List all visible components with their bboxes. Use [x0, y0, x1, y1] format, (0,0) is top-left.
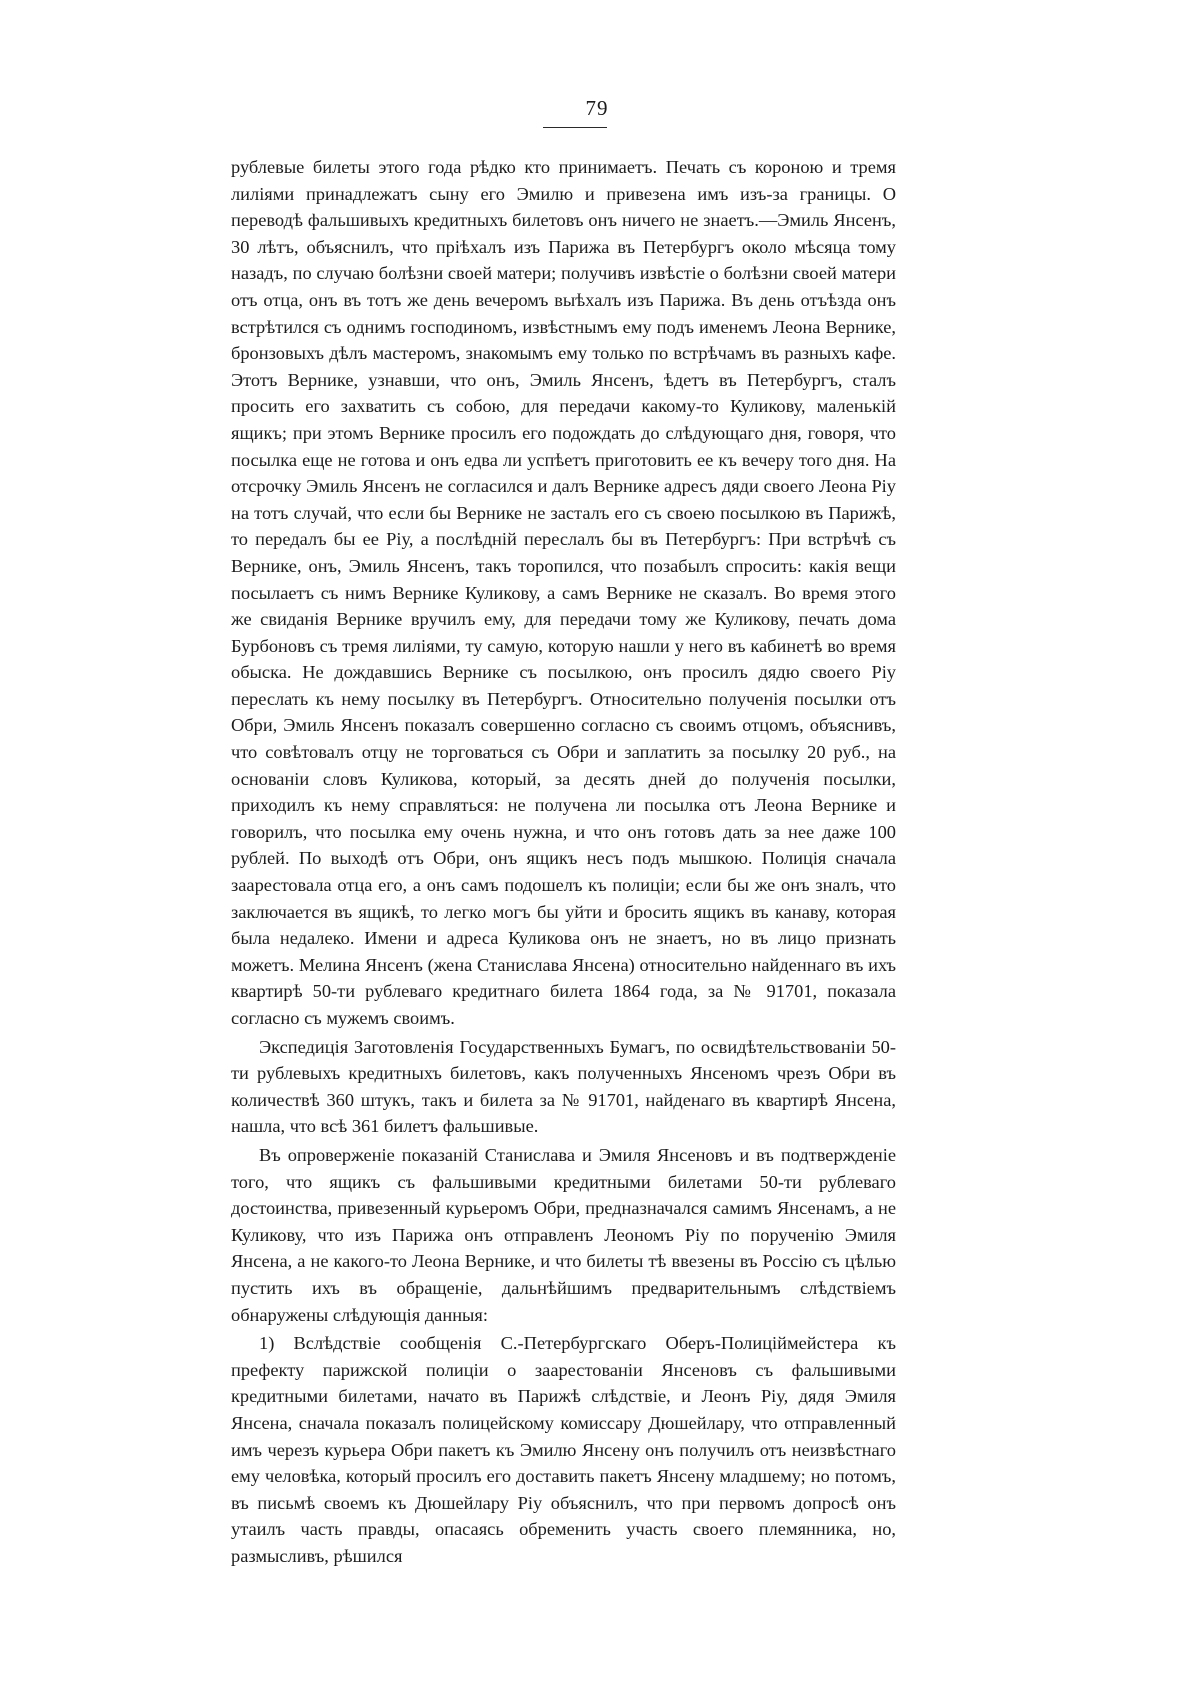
- paragraph-continued: рублевые билеты этого года рѣдко кто принимаетъ. Печать съ короною и тремя лиліями принадлежатъ сыну его Эмилю и привезена имъ изъ-за границы. О переводѣ фальшивыхъ кредитныхъ билетовъ онъ ничего не знаетъ.—Эмиль Янсенъ, 30 лѣтъ, объяснилъ, что пріѣхалъ изъ Парижа въ Петербургъ около мѣсяца тому назадъ, по случаю болѣзни своей матери; получивъ извѣстіе о болѣзни своей матери отъ отца, онъ въ тотъ же день вечеромъ выѣхалъ изъ Парижа. Въ день отъѣзда онъ встрѣтился съ однимъ господиномъ, извѣстнымъ ему подъ именемъ Леона Вернике, бронзовыхъ дѣлъ мастеромъ, знакомымъ ему только по встрѣчамъ въ разныхъ кафе. Этотъ Вернике, узнавши, что онъ, Эмиль Янсенъ, ѣдетъ въ Петербургъ, сталъ просить его захватить съ собою, для передачи какому-то Куликову, маленькій ящикъ; при этомъ Вернике просилъ его подождать до слѣдующаго дня, говоря, что посылка еще не готова и онъ едва ли успѣетъ приготовить ее къ вечеру того дня. На отсрочку Эмиль Янсенъ не согласился и далъ Вернике адресъ дяди своего Леона Ріу на тотъ случай, что если бы Вернике не засталъ его съ своею посылкою въ Парижѣ, то передалъ бы ее Ріу, а послѣдній переслалъ бы въ Петербургъ: При встрѣчѣ съ Вернике, онъ, Эмиль Янсенъ, такъ торопился, что позабылъ спросить: какія вещи посылаетъ съ нимъ Вернике Куликову, а самъ Вернике не сказалъ. Во время этого же свиданія Вернике вручилъ ему, для передачи тому же Куликову, печать дома Бурбоновъ съ тремя лиліями, ту самую, которую нашли у него въ кабинетѣ во время обыска. Не дождавшись Вернике съ посылкою, онъ просилъ дядю своего Ріу переслать къ нему посылку въ Петербургъ. Относительно полученія посылки отъ Обри, Эмиль Янсенъ показалъ совершенно согласно съ своимъ отцомъ, объяснивъ, что совѣтовалъ отцу не торговаться съ Обри и заплатить за посылку 20 руб., на основаніи словъ Куликова, который, за десять дней до полученія посылки, приходилъ къ нему справляться: не получена ли посылка отъ Леона Вернике и говорилъ, что посылка ему очень нужна, и что онъ готовъ дать за нее даже 100 рублей. По выходѣ отъ Обри, онъ ящикъ несъ подъ мышкою. Полиція сначала заарестовала отца его, а онъ самъ подошелъ къ полиціи; если бы же онъ зналъ, что заключается въ ящикѣ, то легко могъ бы уйти и бросить ящикъ въ канаву, которая была недалеко. Имени и адреса Куликова онъ не знаетъ, но въ лицо признать можетъ. Мелина Янсенъ (жена Станислава Янсена) относительно найденнаго въ ихъ квартирѣ 50-ти рублеваго кредитнаго билета 1864 года, за № 91701, показала согласно съ мужемъ своимъ.: [231, 157, 896, 1028]
- paragraph-refutation: Въ опроверженіе показаній Станислава и Эмиля Янсеновъ и въ подтвержденіе того, что ящикъ съ фальшивыми кредитными билетами 50-ти рублеваго достоинства, привезенный курьеромъ Обри, предназначался самимъ Янсенамъ, а не Куликову, что изъ Парижа онъ отправленъ Леономъ Ріу по порученію Эмиля Янсена, а не какого-то Леона Вернике, и что билеты тѣ ввезены въ Россію съ цѣлью пустить ихъ въ обращеніе, дальнѣйшимъ предварительнымъ слѣдствіемъ обнаружены слѣдующія данныя:: [231, 1144, 896, 1325]
- paragraph-point-1: 1) Вслѣдствіе сообщенія С.-Петербургскаго Оберъ-Полиціймейстера къ префекту парижской полиціи о заарестованіи Янсеновъ съ фальшивыми кредитными билетами, начато въ Парижѣ слѣдствіе, и Леонъ Ріу, дядя Эмиля Янсена, сначала показалъ полицейскому комиссару Дюшейлару, что отправленный имъ черезъ курьера Обри пакетъ къ Эмилю Янсену онъ получилъ отъ неизвѣстнаго ему человѣка, который просилъ его доставить пакетъ Янсену младшему; но потомъ, въ письмѣ своемъ къ Дюшейлару Ріу объяснилъ, что при первомъ допросѣ онъ утаилъ часть правды, опасаясь обременить участь своего племянника, но, размысливъ, рѣшился: [231, 1333, 896, 1566]
- body-text: [231, 154, 896, 1569]
- page-number-rule: [543, 127, 607, 128]
- paragraph-expedition: Экспедиція Заготовленія Государственныхъ Бумагъ, по освидѣтельствованіи 50-ти рублевыхъ кредитныхъ билетовъ, какъ полученныхъ Янсеномъ чрезъ Обри въ количествѣ 360 штукъ, такъ и билета за № 91701, найденаго въ квартирѣ Янсена, нашла, что всѣ 361 билетъ фальшивые.: [231, 1036, 896, 1137]
- page-number: 79: [585, 96, 609, 120]
